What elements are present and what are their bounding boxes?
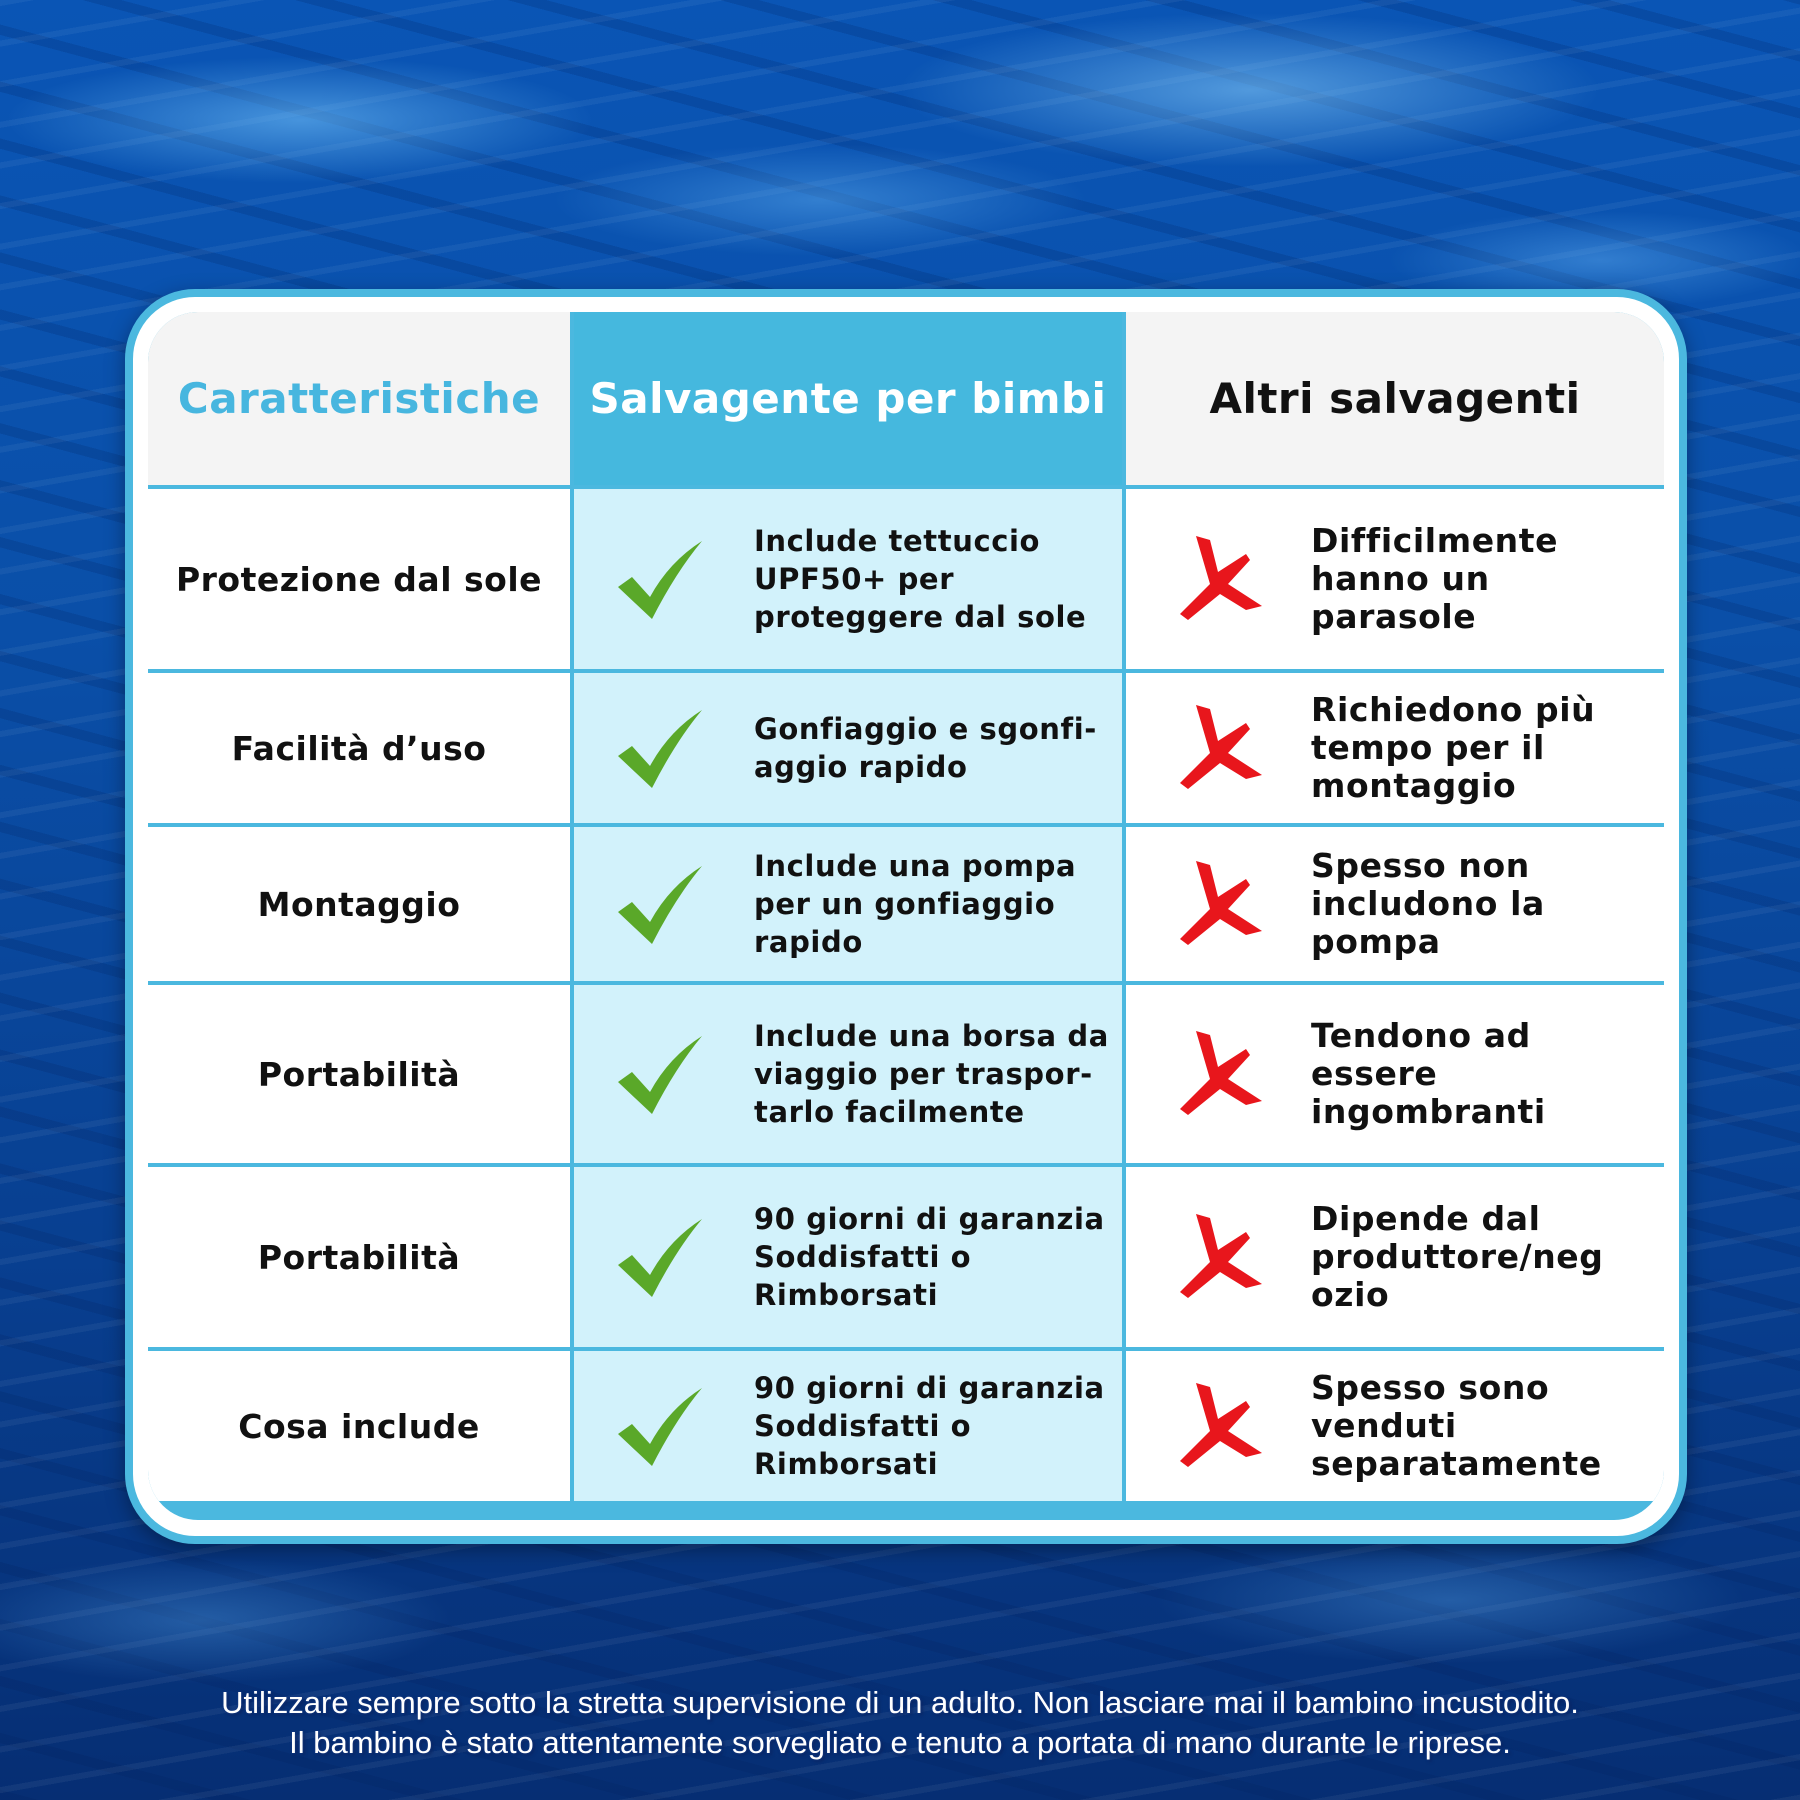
feature-label: Portabilità — [148, 985, 570, 1163]
others-text: Richiedono più tempo per il montaggio — [1311, 690, 1596, 805]
feature-label: Facilità d’uso — [148, 673, 570, 823]
feature-label: Cosa include — [148, 1351, 570, 1501]
others-text: Difficilmente hanno un parasole — [1311, 521, 1559, 636]
ours-text: Include una pompa per un gonfiaggio rapido — [754, 849, 1077, 959]
others-text: Spesso sono venduti separatamente — [1311, 1368, 1602, 1483]
feature-label: Portabilità — [148, 1167, 570, 1347]
check-icon — [614, 1032, 709, 1117]
others-text: Dipende dal produttore/neg ozio — [1311, 1199, 1604, 1314]
check-icon — [614, 537, 709, 622]
x-mark-icon — [1176, 703, 1266, 793]
header-features: Caratteristiche — [148, 312, 570, 485]
disclaimer-line-2: Il bambino è stato attentamente sorvegliato e tenuto a portata di mano durante le riprese. — [289, 1725, 1511, 1760]
others-text: Tendono ad essere ingombranti — [1311, 1016, 1546, 1131]
ours-text: Include una borsa da viaggio per traspor-tarlo facilmente — [754, 1019, 1109, 1129]
x-mark-icon — [1176, 1212, 1266, 1302]
others-cell — [1126, 673, 1664, 823]
x-mark-icon — [1176, 534, 1266, 624]
ours-cell — [574, 827, 1122, 981]
ours-text: 90 giorni di garanzia Soddisfatti o Rimborsati — [754, 1371, 1105, 1481]
others-text: Spesso non includono la pompa — [1311, 846, 1545, 961]
ours-cell — [574, 489, 1122, 669]
ours-cell — [574, 673, 1122, 823]
comparison-table — [148, 312, 1664, 1520]
check-icon — [614, 706, 709, 791]
disclaimer-line-1: Utilizzare sempre sotto la stretta supervisione di un adulto. Non lasciare mai il bambino incustodito. — [221, 1685, 1579, 1720]
others-cell — [1126, 827, 1664, 981]
header-others: Altri salvagenti — [1126, 312, 1664, 485]
others-cell — [1126, 1351, 1664, 1501]
check-icon — [614, 1384, 709, 1469]
others-cell — [1126, 985, 1664, 1163]
ours-text: 90 giorni di garanzia Soddisfatti o Rimborsati — [754, 1202, 1105, 1312]
disclaimer — [0, 1683, 1800, 1763]
ours-cell — [574, 1167, 1122, 1347]
ours-cell — [574, 985, 1122, 1163]
others-cell — [1126, 489, 1664, 669]
ours-text: Include tettuccio UPF50+ per proteggere dal sole — [754, 524, 1087, 634]
header-ours: Salvagente per bimbi — [574, 312, 1122, 485]
others-cell — [1126, 1167, 1664, 1347]
ours-cell — [574, 1351, 1122, 1501]
ours-text: Gonfiaggio e sgonfi-aggio rapido — [754, 712, 1097, 784]
feature-label: Protezione dal sole — [148, 489, 570, 669]
x-mark-icon — [1176, 859, 1266, 949]
x-mark-icon — [1176, 1381, 1266, 1471]
feature-label: Montaggio — [148, 827, 570, 981]
check-icon — [614, 862, 709, 947]
x-mark-icon — [1176, 1029, 1266, 1119]
check-icon — [614, 1215, 709, 1300]
